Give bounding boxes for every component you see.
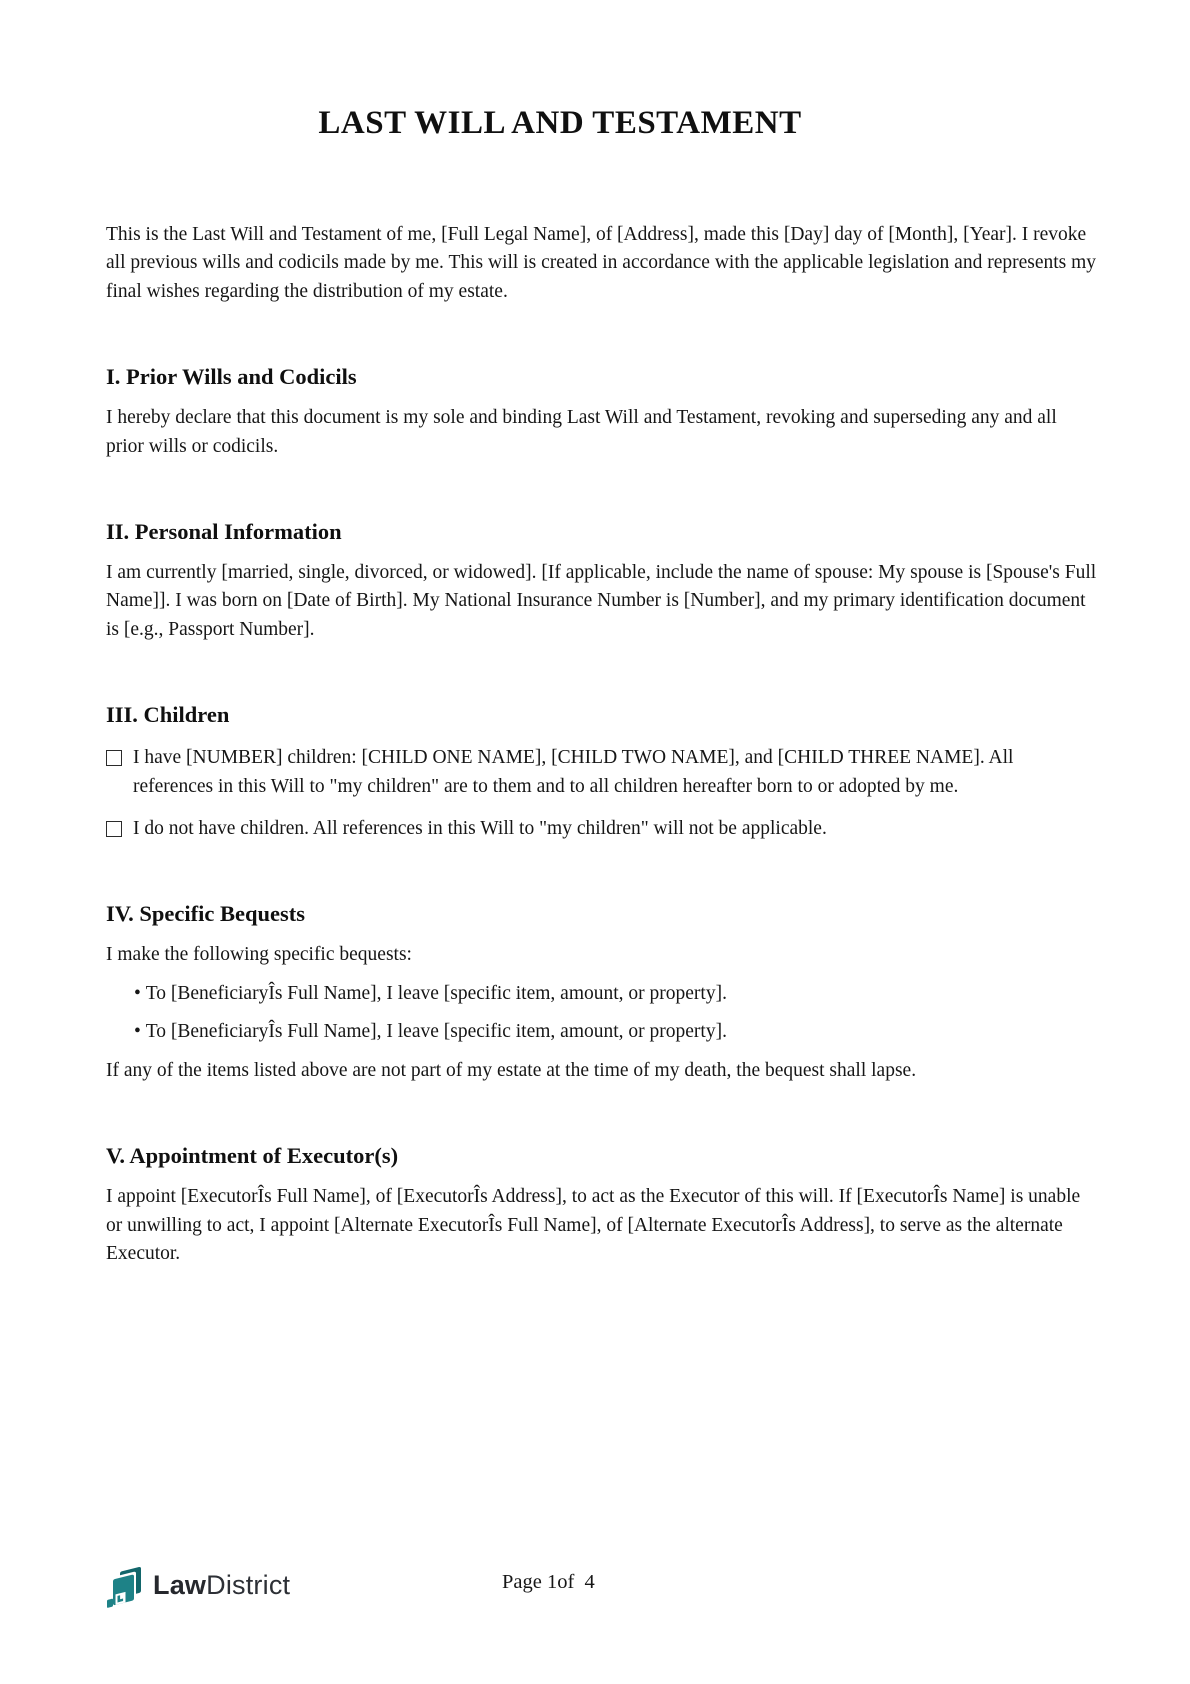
section-body-executors: I appoint [ExecutorÎs Full Name], of [ExecutorÎs Address], to act as the Executor of this will. If [ExecutorÎs Name] is unable or unwilling to act, I appoint [Alternate ExecutorÎs Full Name], of [Alternate ExecutorÎs Address], to serve as the alternate Executor. bbox=[106, 1186, 1081, 1264]
children-option-have-children bbox=[106, 744, 1098, 801]
checkbox-icon[interactable] bbox=[106, 821, 122, 837]
section-heading-personal-information: II. Personal Information bbox=[106, 519, 342, 545]
bequest-item: • To [BeneficiaryÎs Full Name], I leave [specific item, amount, or property]. bbox=[134, 980, 1098, 1008]
children-option-label: I have [NUMBER] children: [CHILD ONE NAME], [CHILD TWO NAME], and [CHILD THREE NAME]. All references in this Will to "my children" are to them and to all children hereafter born to or adopted by me. bbox=[133, 747, 1014, 797]
section-heading-children: III. Children bbox=[106, 702, 230, 728]
page-number: Page 1of 4 bbox=[502, 1571, 595, 1593]
bequests-outro: If any of the items listed above are not part of my estate at the time of my death, the bequest shall lapse. bbox=[106, 1059, 917, 1081]
lawdistrict-logo-text bbox=[153, 1562, 290, 1608]
children-option-label: I do not have children. All references in this Will to "my children" will not be applicable. bbox=[133, 818, 827, 840]
section-executors bbox=[106, 1141, 1098, 1268]
section-body-prior-wills: I hereby declare that this document is my sole and binding Last Will and Testament, revoking and superseding any and all prior wills or codicils. bbox=[106, 407, 1057, 457]
section-specific-bequests bbox=[106, 899, 1098, 1085]
section-children bbox=[106, 700, 1098, 843]
logo-district-text: District bbox=[206, 1570, 291, 1600]
checkbox-icon[interactable] bbox=[106, 750, 122, 766]
document-title: LAST WILL AND TESTAMENT bbox=[318, 105, 802, 141]
children-option-no-children bbox=[106, 815, 1098, 843]
section-heading-executors: V. Appointment of Executor(s) bbox=[106, 1143, 399, 1169]
bequests-lead: I make the following specific bequests: bbox=[106, 944, 412, 966]
page-footer bbox=[106, 1560, 1098, 1610]
lawdistrict-books-icon bbox=[106, 1562, 146, 1608]
bequest-list bbox=[106, 980, 1098, 1047]
lawdistrict-logo bbox=[106, 1562, 290, 1608]
bequest-item: • To [BeneficiaryÎs Full Name], I leave [specific item, amount, or property]. bbox=[134, 1018, 1098, 1046]
section-personal-information bbox=[106, 517, 1098, 644]
section-prior-wills bbox=[106, 362, 1098, 461]
section-heading-prior-wills: I. Prior Wills and Codicils bbox=[106, 364, 357, 390]
logo-law-text: Law bbox=[153, 1570, 207, 1600]
intro-paragraph: This is the Last Will and Testament of me, [Full Legal Name], of [Address], made this [Day] day of [Month], [Year]. I revoke all previous wills and codicils made by me. This will is created in accordance with the applicable legislation and represents my final wishes regarding the distribution of my estate. bbox=[106, 224, 1097, 302]
section-body-personal-information: I am currently [married, single, divorced, or widowed]. [If applicable, include the name of spouse: My spouse is [Spouse's Full Name]]. I was born on [Date of Birth]. My National Insurance Number is [Number], and my primary identification document is [e.g., Passport Number]. bbox=[106, 562, 1097, 640]
section-heading-specific-bequests: IV. Specific Bequests bbox=[106, 901, 305, 927]
